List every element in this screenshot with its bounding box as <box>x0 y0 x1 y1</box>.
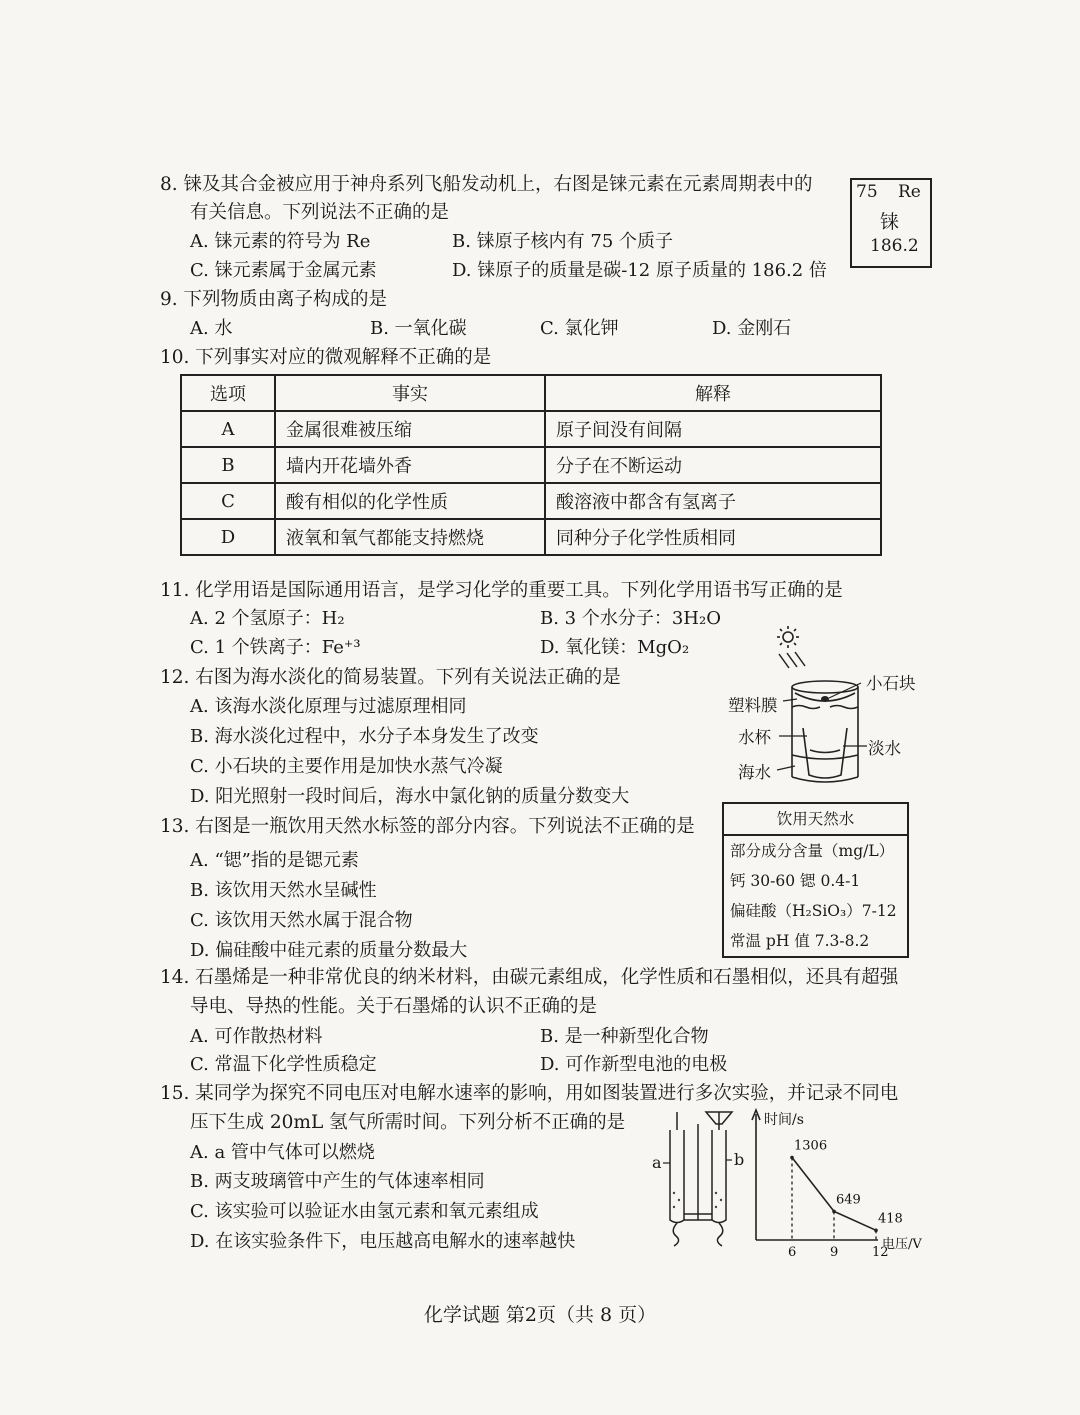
q14-stem: 14. 石墨烯是一种非常优良的纳米材料，由碳元素组成，化学性质和石墨相似，还具有超强 <box>160 967 899 988</box>
table-row <box>181 447 881 483</box>
q9-stem: 9. 下列物质由离子构成的是 <box>160 289 388 310</box>
q13-option-b: B. 该饮用天然水呈碱性 <box>190 880 377 901</box>
element-number: 75 <box>856 182 878 202</box>
q12-option-c: C. 小石块的主要作用是加快水蒸气冷凝 <box>190 756 503 777</box>
q15-stem: 15. 某同学为探究不同电压对电解水速率的影响，用如图装置进行多次实验，并记录不同电 <box>160 1083 899 1104</box>
q8-option-b: B. 铼原子核内有 75 个质子 <box>452 231 674 252</box>
q13-stem: 13. 右图是一瓶饮用天然水标签的部分内容。下列说法不正确的是 <box>160 816 695 837</box>
table-header-row <box>181 375 881 411</box>
row-option: C <box>181 483 275 519</box>
q9-option-c: C. 氯化钾 <box>540 318 619 339</box>
label-fresh-water: 淡水 <box>868 739 901 758</box>
q10-stem: 10. 下列事实对应的微观解释不正确的是 <box>160 347 492 368</box>
y-axis-label: 时间/s <box>764 1112 804 1128</box>
sun-icon <box>777 626 799 648</box>
q9-option-d: D. 金刚石 <box>712 318 792 339</box>
q9-option-a: A. 水 <box>190 318 233 339</box>
q11-option-d: D. 氧化镁：MgO₂ <box>540 637 690 658</box>
q12-option-a: A. 该海水淡化原理与过滤原理相同 <box>190 696 467 717</box>
label-small-stone: 小石块 <box>866 674 916 693</box>
tick-label: 9 <box>830 1245 839 1260</box>
data-point <box>790 1156 794 1160</box>
q12-stem: 12. 右图为海水淡化的简易装置。下列有关说法正确的是 <box>160 667 621 688</box>
q13-option-c: C. 该饮用天然水属于混合物 <box>190 910 413 931</box>
water-label-line: 部分成分含量（mg/L） <box>730 842 895 860</box>
q14-option-b: B. 是一种新型化合物 <box>540 1026 709 1047</box>
q10-table <box>180 374 882 556</box>
element-mass: 186.2 <box>870 236 919 256</box>
q15-option-d: D. 在该实验条件下，电压越高电解水的速率越快 <box>190 1231 576 1252</box>
row-fact: 墙内开花墙外香 <box>275 447 545 483</box>
table-row <box>181 519 881 555</box>
water-label-line: 钙 30-60 锶 0.4-1 <box>730 872 861 890</box>
row-explanation: 同种分子化学性质相同 <box>545 519 881 555</box>
q11-option-a: A. 2 个氢原子：H₂ <box>190 608 345 629</box>
q12-option-b: B. 海水淡化过程中，水分子本身发生了改变 <box>190 726 539 747</box>
element-card <box>850 178 932 268</box>
q15-stem-cont: 压下生成 20mL 氢气所需时间。下列分析不正确的是 <box>190 1112 626 1133</box>
q8-option-d: D. 铼原子的质量是碳-12 原子质量的 186.2 倍 <box>452 260 827 281</box>
table-row <box>181 483 881 519</box>
element-name: 铼 <box>880 211 900 233</box>
water-label <box>722 802 909 958</box>
row-option: D <box>181 519 275 555</box>
data-point <box>832 1210 836 1214</box>
header-fact: 事实 <box>275 375 545 411</box>
q15-option-c: C. 该实验可以验证水由氢元素和氧元素组成 <box>190 1201 539 1222</box>
data-label: 418 <box>878 1211 903 1227</box>
q8-stem-cont: 有关信息。下列说法不正确的是 <box>190 202 450 223</box>
row-option: B <box>181 447 275 483</box>
header-option: 选项 <box>181 375 275 411</box>
water-label-line: 常温 pH 值 7.3-8.2 <box>730 932 870 950</box>
page-footer: 化学试题 第2页（共 8 页） <box>423 1304 657 1326</box>
q15-option-a: A. a 管中气体可以燃烧 <box>190 1142 375 1163</box>
x-axis-label: 电压/V <box>882 1237 922 1252</box>
small-stone-icon <box>821 696 829 702</box>
q14-option-c: C. 常温下化学性质稳定 <box>190 1054 377 1075</box>
data-label: 1306 <box>794 1138 828 1154</box>
q13-option-a: A. “锶”指的是锶元素 <box>190 850 359 871</box>
q8-stem: 8. 铼及其合金被应用于神舟系列飞船发动机上，右图是铼元素在元素周期表中的 <box>160 174 813 195</box>
q13-option-d: D. 偏硅酸中硅元素的质量分数最大 <box>190 940 468 961</box>
row-explanation: 酸溶液中都含有氢离子 <box>545 483 881 519</box>
water-label-line: 偏硅酸（H₂SiO₃）7-12 <box>730 902 897 920</box>
row-option: A <box>181 411 275 447</box>
row-fact: 酸有相似的化学性质 <box>275 483 545 519</box>
label-plastic-film: 塑料膜 <box>728 696 778 715</box>
voltage-time-chart <box>742 1100 942 1260</box>
data-label: 649 <box>836 1192 861 1208</box>
row-fact: 金属很难被压缩 <box>275 411 545 447</box>
row-explanation: 分子在不断运动 <box>545 447 881 483</box>
q15-option-b: B. 两支玻璃管中产生的气体速率相同 <box>190 1171 485 1192</box>
sunlight-arrows-icon <box>779 652 805 668</box>
water-label-title: 饮用天然水 <box>724 804 907 836</box>
q11-option-c: C. 1 个铁离子：Fe⁺³ <box>190 637 361 658</box>
row-explanation: 原子间没有间隔 <box>545 411 881 447</box>
tube-b-label: b <box>734 1150 745 1169</box>
q8-option-a: A. 铼元素的符号为 Re <box>190 231 371 252</box>
data-point <box>874 1229 878 1233</box>
table-row <box>181 411 881 447</box>
q14-option-a: A. 可作散热材料 <box>190 1026 323 1047</box>
label-sea-water: 海水 <box>738 763 771 782</box>
tube-a-label: a <box>652 1153 662 1172</box>
q9-option-b: B. 一氧化碳 <box>370 318 467 339</box>
tick-label: 6 <box>788 1245 797 1260</box>
electrolysis-apparatus <box>648 1108 748 1248</box>
header-explanation: 解释 <box>545 375 881 411</box>
q11-option-b: B. 3 个水分子：3H₂O <box>540 608 721 629</box>
element-symbol: Re <box>898 182 921 202</box>
q12-option-d: D. 阳光照射一段时间后，海水中氯化钠的质量分数变大 <box>190 786 630 807</box>
q14-option-d: D. 可作新型电池的电极 <box>540 1054 728 1075</box>
q14-stem-cont: 导电、导热的性能。关于石墨烯的认识不正确的是 <box>190 996 598 1017</box>
label-cup: 水杯 <box>738 728 771 747</box>
row-fact: 液氧和氧气都能支持燃烧 <box>275 519 545 555</box>
q11-stem: 11. 化学用语是国际通用语言，是学习化学的重要工具。下列化学用语书写正确的是 <box>160 580 843 601</box>
q8-option-c: C. 铼元素属于金属元素 <box>190 260 377 281</box>
tick-label: 12 <box>872 1245 889 1260</box>
